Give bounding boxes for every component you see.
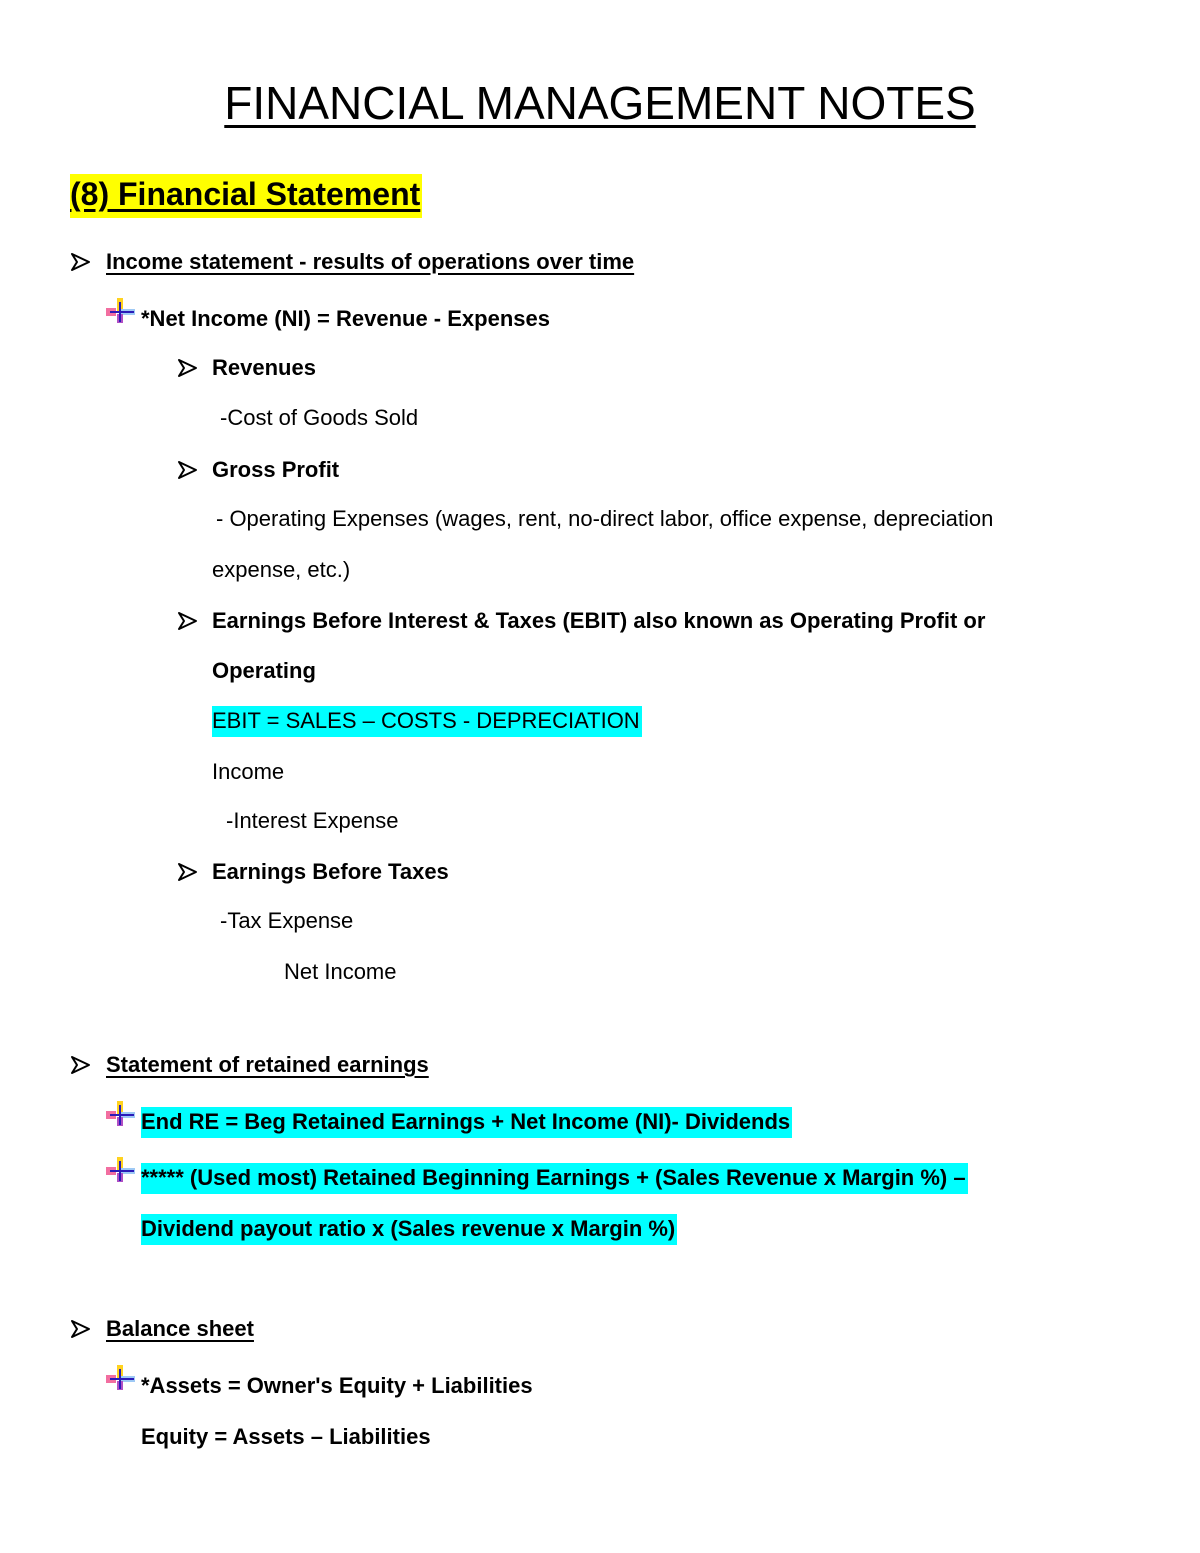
section-heading-text: (8) Financial Statement (70, 174, 422, 218)
section-heading (70, 178, 422, 210)
arrow-bullet-icon (177, 357, 199, 379)
net-income-label: Net Income (284, 959, 397, 984)
flag-bullet-icon (106, 1101, 136, 1127)
end-re-formula (141, 1111, 792, 1133)
equity-formula: Equity = Assets – Liabilities (141, 1424, 431, 1449)
flag-bullet-icon (106, 298, 136, 324)
income-statement-heading: Income statement - results of operations over time (106, 249, 635, 274)
arrow-bullet-icon (177, 610, 199, 632)
arrow-bullet-icon (70, 251, 92, 273)
arrow-bullet-icon (177, 861, 199, 883)
retained-earnings-heading: Statement of retained earnings (106, 1052, 429, 1077)
used-most-formula-line-1 (141, 1167, 968, 1189)
gross-profit-label: Gross Profit (212, 457, 340, 482)
used-most-formula-line-2 (141, 1218, 677, 1240)
arrow-bullet-icon (70, 1318, 92, 1340)
ebt-label: Earnings Before Taxes (212, 859, 449, 884)
used-most-formula-line-1-text: ***** (Used most) Retained Beginning Earnings + (Sales Revenue x Margin %) – (141, 1163, 968, 1194)
assets-formula: *Assets = Owner's Equity + Liabilities (141, 1373, 533, 1398)
balance-sheet-heading: Balance sheet (106, 1316, 254, 1341)
flag-bullet-icon (106, 1157, 136, 1183)
ebit-formula (212, 710, 642, 732)
net-income-formula: *Net Income (NI) = Revenue - Expenses (141, 306, 550, 331)
interest-expense-label: -Interest Expense (226, 808, 399, 833)
used-most-formula-line-2-text: Dividend payout ratio x (Sales revenue x Margin %) (141, 1214, 677, 1245)
ebit-label-line-1: Earnings Before Interest & Taxes (EBIT) also known as Operating Profit or (212, 608, 986, 633)
flag-bullet-icon (106, 1365, 136, 1391)
tax-expense-label: -Tax Expense (220, 908, 354, 933)
document-title: FINANCIAL MANAGEMENT NOTES (224, 77, 976, 129)
revenues-label: Revenues (212, 355, 316, 380)
opex-line-1: - Operating Expenses (wages, rent, no-direct labor, office expense, depreciation (216, 506, 994, 531)
arrow-bullet-icon (70, 1054, 92, 1076)
opex-line-2: expense, etc.) (212, 557, 351, 582)
arrow-bullet-icon (177, 459, 199, 481)
ebit-formula-text: EBIT = SALES – COSTS - DEPRECIATION (212, 706, 642, 737)
income-word: Income (212, 759, 285, 784)
cogs-label: -Cost of Goods Sold (220, 405, 419, 430)
ebit-label-line-2: Operating (212, 658, 316, 683)
end-re-formula-text: End RE = Beg Retained Earnings + Net Income (NI)- Dividends (141, 1107, 792, 1138)
